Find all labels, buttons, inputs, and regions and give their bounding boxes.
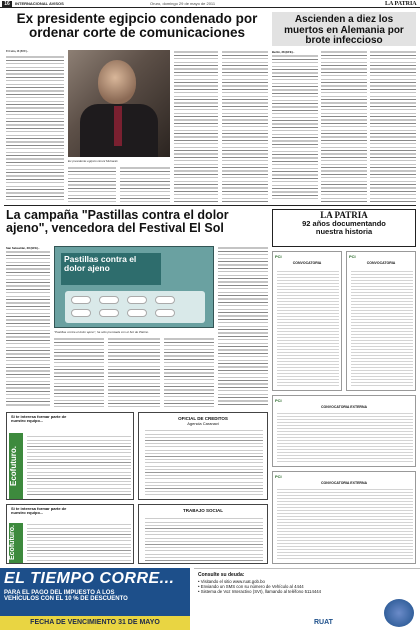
notice-text — [277, 488, 413, 561]
germany-col3 — [370, 50, 416, 202]
campaign-image — [54, 246, 214, 328]
egypt-text-col5 — [222, 50, 268, 202]
pci-notice-4 — [272, 471, 416, 564]
ad-text-lines — [27, 523, 131, 561]
notice-text — [351, 270, 413, 388]
patria-ad-line1: 92 años documentando — [302, 219, 386, 228]
campaign-caption: "Pastillas contra el dolor ajeno", ha sido premiada con el Sol de Platino. — [54, 330, 150, 334]
pill-icon — [71, 309, 91, 317]
job-title: TRABAJO SOCIAL — [182, 508, 223, 513]
pill-icon — [155, 309, 175, 317]
notice-text — [277, 270, 339, 388]
consulte-ad — [194, 568, 420, 630]
notice-text — [277, 412, 413, 464]
egypt-text-col3 — [120, 166, 170, 202]
pill-icon — [71, 296, 91, 304]
ecofuturo-ad-2 — [6, 504, 134, 564]
consulte-line2: • Enviando un SMS con su número de Vehículo al 4444 — [198, 584, 304, 589]
pci-notice-title: CONVOCATORIA EXTERNA — [320, 481, 368, 485]
text-lines — [6, 55, 64, 200]
portrait-tie — [114, 106, 122, 146]
section-label: INTERNACIONAL AVISOS — [15, 1, 64, 6]
ecofuturo-tagline: Si te interesa formar parte de nuestro equipo... — [11, 506, 67, 516]
ruat-emblem-icon — [384, 599, 414, 627]
tiempo-sub2: VEHÍCULOS CON EL 10 % DE DESCUENTO — [4, 596, 128, 602]
ecofuturo-brand: Ecofuturo. — [9, 433, 23, 499]
page-number: 16 — [2, 1, 12, 7]
germany-headline-box — [272, 12, 416, 46]
pill-blister — [65, 291, 205, 323]
mubarak-photo — [68, 50, 170, 157]
ecofuturo-brand: Ecofuturo. — [9, 523, 23, 563]
pci-notice-1 — [272, 251, 342, 391]
job-subtitle: Agencia Caranavi — [187, 421, 219, 426]
pill-icon — [155, 296, 175, 304]
pci-notice-2 — [346, 251, 416, 391]
ad-text-lines — [145, 517, 263, 561]
patria-ad — [272, 209, 416, 247]
photo-caption: Ex presidente egipcio Hosni Mubarak — [68, 159, 118, 163]
pill-icon — [127, 309, 147, 317]
tiempo-corre-ad — [0, 568, 190, 630]
pci-logo: PCI — [275, 398, 282, 403]
ecofuturo-job-ad-2 — [138, 504, 268, 564]
dateline: Oruro, domingo 29 de mayo de 2011 — [150, 1, 216, 6]
campaign-col1 — [6, 246, 50, 408]
text-lines — [272, 54, 318, 202]
pci-notice-title: CONVOCATORIA — [292, 261, 322, 265]
campaign-headline: La campaña "Pastillas contra el dolor ajeno", vencedora del Festival El Sol — [6, 208, 229, 236]
egypt-dateline: El Cairo, 28 (EFE).- — [6, 50, 29, 53]
pci-logo: PCI — [275, 474, 282, 479]
pci-notice-3 — [272, 395, 416, 467]
page-header — [0, 0, 420, 8]
consulte-line1: • Visitando el sitio www.ruat.gob.bo — [198, 579, 265, 584]
pill-icon — [127, 296, 147, 304]
tiempo-sub1: PARA EL PAGO DEL IMPUESTO A LOS — [4, 590, 115, 596]
pci-notice-title: CONVOCATORIA EXTERNA — [320, 405, 368, 409]
germany-headline: Ascienden a diez los muertos en Alemania por brote infeccioso — [284, 14, 404, 46]
ad-text-lines — [27, 435, 131, 497]
egypt-text-col4 — [174, 50, 218, 202]
pci-logo: PCI — [349, 254, 356, 259]
tiempo-deadline: FECHA DE VENCIMIENTO 31 DE MAYO — [0, 616, 190, 630]
pci-logo: PCI — [275, 254, 282, 259]
germany-dateline: Berlín, 28 (EFE).- — [272, 50, 295, 54]
campaign-col3 — [108, 337, 160, 407]
consulte-title: Consulte su deuda: — [198, 572, 245, 578]
campaign-col4 — [164, 337, 214, 407]
ad-text-lines — [145, 429, 263, 497]
masthead: LA PATRIA — [385, 1, 417, 7]
germany-col1 — [272, 50, 318, 202]
germany-col2 — [321, 50, 367, 202]
portrait-face — [98, 60, 136, 104]
job-title: OFICIAL DE CREDITOS — [178, 416, 228, 421]
egypt-text-col1 — [6, 50, 64, 200]
tiempo-headline: EL TIEMPO CORRE... — [4, 570, 175, 587]
text-lines — [6, 250, 50, 408]
campaign-col2 — [54, 337, 104, 407]
patria-ad-line2: nuestra historia — [315, 227, 373, 237]
pci-notice-title: CONVOCATORIA — [366, 261, 396, 265]
ruat-logo: RUAT — [314, 619, 333, 626]
campaign-col5 — [218, 246, 268, 407]
ecofuturo-tagline: Si te interesa formar parte de nuestro equipo... — [11, 414, 67, 424]
patria-ad-brand: LA PATRIA — [320, 210, 368, 220]
campaign-box-title: Pastillas contra el dolor ajeno — [61, 253, 161, 285]
pill-icon — [99, 309, 119, 317]
consulte-line3: • Sistema de Voz Interactivo (SVI), llamando al teléfono 5114444 — [198, 589, 322, 594]
egypt-text-col2 — [68, 166, 116, 202]
pill-icon — [99, 296, 119, 304]
campaign-dateline: San Sebastián, 28 (EFE).- — [6, 246, 40, 250]
divider — [4, 205, 416, 206]
ecofuturo-job-ad — [138, 412, 268, 500]
egypt-headline: Ex presidente egipcio condenado por ordenar corte de comunicaciones — [16, 11, 258, 41]
ecofuturo-ad-1 — [6, 412, 134, 500]
